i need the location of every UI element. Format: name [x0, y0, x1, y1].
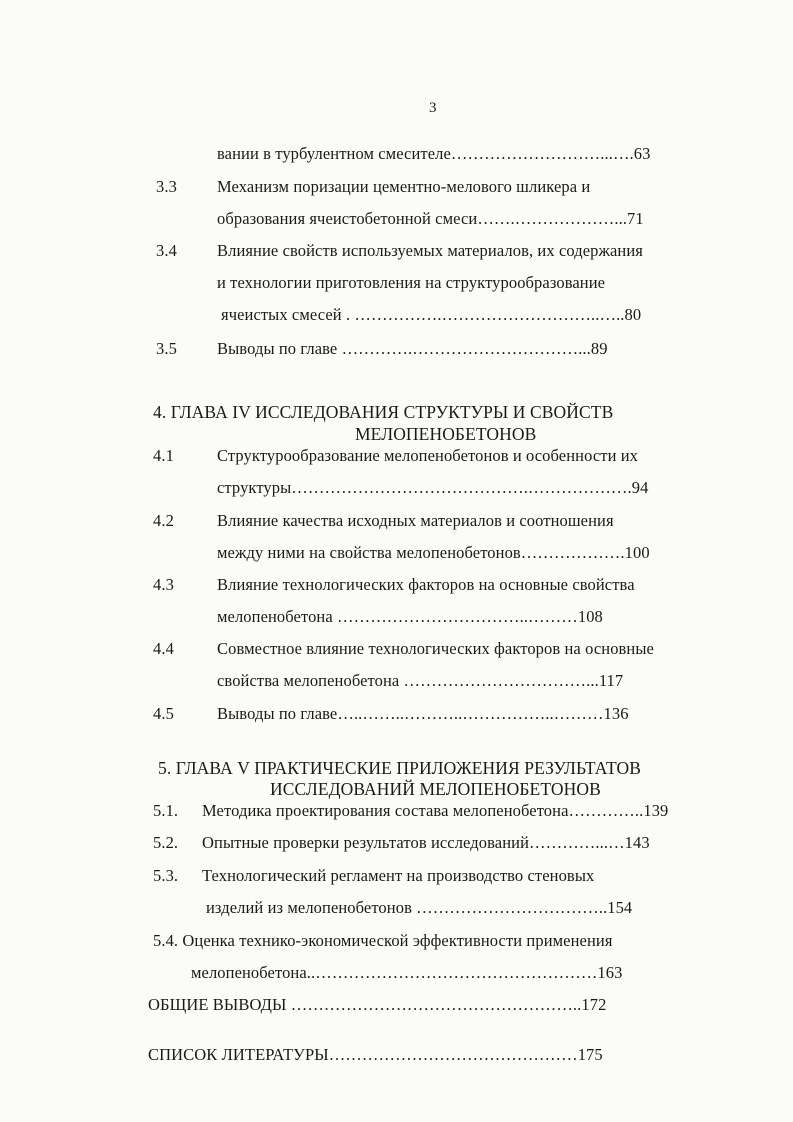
toc-entry-text: Структурообразование мелопенобетонов и особенности их [217, 446, 639, 465]
toc-entry-text: Выводы по главе…..……..………..……………..………136 [217, 704, 629, 723]
toc-entry-text: между ними на свойства мелопенобетонов……………….100 [217, 543, 650, 562]
toc-entry-text: Технологический регламент на производство стеновых [202, 866, 595, 885]
toc-entry-text: ячеистых смесей . …………….………………………..…..80 [221, 305, 642, 324]
toc-entry-text: Механизм поризации цементно-мелового шликера и [217, 177, 591, 196]
chapter-heading: 5. ГЛАВА V ПРАКТИЧЕСКИЕ ПРИЛОЖЕНИЯ РЕЗУЛЬТАТОВ [158, 758, 642, 778]
toc-entry-text: Влияние технологических факторов на основные свойства [217, 575, 635, 594]
toc-entry-number: 5.1. [153, 801, 179, 820]
toc-entry-number: 4.2 [153, 511, 174, 530]
toc-entry-number: 4.3 [153, 575, 174, 594]
chapter-heading: МЕЛОПЕНОБЕТОНОВ [355, 424, 537, 444]
page-number: 3 [429, 100, 437, 116]
toc-entry-text: Совместное влияние технологических факторов на основные [217, 639, 654, 658]
toc-entry-number: 4.5 [153, 704, 174, 723]
toc-entry-text: Выводы по главе ………….…………………………...89 [217, 339, 608, 358]
toc-entry-text: Опытные проверки результатов исследований…………...…143 [202, 833, 650, 852]
chapter-heading: ИССЛЕДОВАНИЙ МЕЛОПЕНОБЕТОНОВ [270, 779, 601, 799]
toc-entry-text: 5.4. Оценка технико-экономической эффективности применения [153, 931, 613, 950]
toc-entry-number: 5.2. [153, 833, 179, 852]
toc-entry-number: 4.1 [153, 446, 174, 465]
chapter-heading: 4. ГЛАВА IV ИССЛЕДОВАНИЯ СТРУКТУРЫ И СВОЙСТВ [153, 402, 614, 422]
toc-entry-text: структуры…………………………………….……………….94 [217, 478, 649, 497]
toc-general-conclusions: ОБЩИЕ ВЫВОДЫ ……………………………………………..172 [148, 995, 607, 1014]
toc-entry-text: мелопенобетона ……………………………..………108 [217, 607, 603, 626]
toc-references: СПИСОК ЛИТЕРАТУРЫ………………………………………175 [148, 1045, 603, 1064]
toc-entry-text: вании в турбулентном смесителе………………………...….63 [217, 144, 651, 163]
toc-entry-number: 3.3 [156, 177, 177, 196]
toc-entry-text: свойства мелопенобетона ……………………………...117 [217, 671, 624, 690]
toc-entry-text: мелопенобетона..……………………………………………163 [191, 963, 623, 982]
toc-entry-text: и технологии приготовления на структурообразование [217, 273, 606, 292]
toc-entry-text: изделий из мелопенобетонов ……………………………..154 [206, 898, 633, 917]
toc-entry-number: 4.4 [153, 639, 174, 658]
toc-entry-number: 3.5 [156, 339, 177, 358]
toc-entry-text: Влияние свойств используемых материалов, их содержания [217, 241, 643, 260]
toc-entry-text: Влияние качества исходных материалов и соотношения [217, 511, 614, 530]
toc-entry-text: образования ячеистобетонной смеси…….………………...71 [217, 209, 644, 228]
toc-entry-text: Методика проектирования состава мелопенобетона…………..139 [202, 801, 669, 820]
toc-entry-number: 3.4 [156, 241, 177, 260]
toc-entry-number: 5.3. [153, 866, 179, 885]
